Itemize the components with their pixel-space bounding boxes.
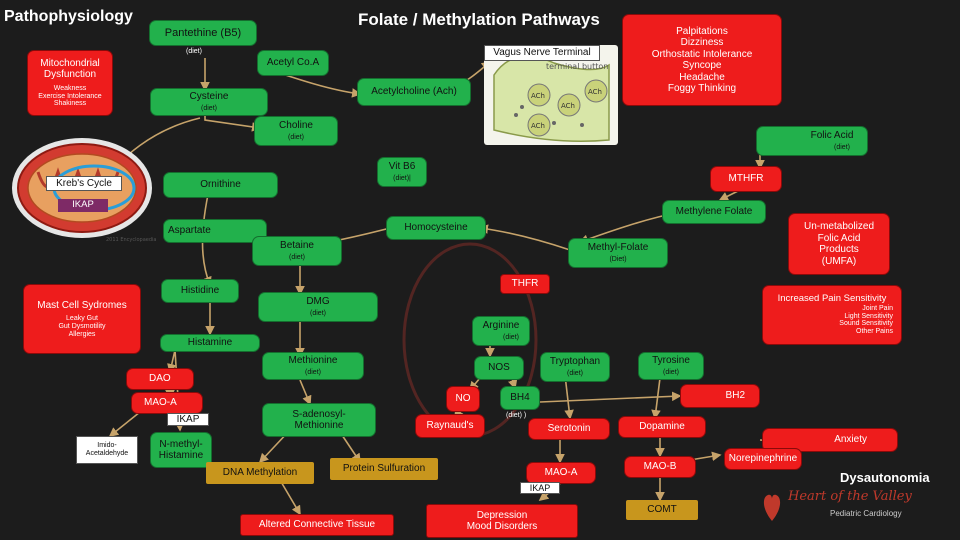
mito-line-2: Exercise Intolerance	[38, 92, 102, 100]
node-arginine-label: Arginine	[482, 320, 520, 332]
symptom-palpitations	[622, 14, 782, 106]
node-serotonin-label: Serotonin	[547, 423, 591, 435]
symptom-mast-cell	[23, 284, 141, 354]
folic-acid-diet: (diet)	[834, 143, 850, 151]
node-ornithine-label: Ornithine	[200, 179, 241, 191]
node-homocysteine-label: Homocysteine	[404, 222, 468, 234]
node-thfr-label: THFR	[511, 278, 539, 290]
palp-line-2: Dizziness	[680, 37, 724, 48]
node-mthfr	[710, 166, 782, 192]
node-methyl-folate-label: Methyl-Folate	[587, 242, 649, 254]
node-protein-sulfuration-label: Protein Sulfuration	[342, 463, 426, 475]
node-vagus	[484, 45, 600, 61]
symptom-pain	[762, 285, 902, 345]
node-tyrosine-label: Tyrosine	[652, 355, 690, 367]
image-credit: 2011 Encyclopaedia	[106, 237, 156, 243]
symptom-umfa	[788, 213, 890, 275]
node-altered-ct-label: Altered Connective Tissue	[258, 519, 376, 531]
betaine-diet: (diet)	[289, 253, 305, 261]
ach-label-3: ACh	[588, 88, 602, 96]
cysteine-diet: (diet)	[201, 104, 217, 112]
node-imido	[76, 436, 138, 464]
node-norepinephrine	[724, 448, 802, 470]
node-acetylcholine	[357, 78, 471, 106]
node-cysteine	[150, 88, 268, 116]
methyl-folate-diet: (Diet)	[609, 255, 627, 263]
node-choline-label: Choline	[279, 120, 313, 132]
node-comt-label: COMT	[647, 504, 677, 516]
node-raynauds-label: Raynaud's	[426, 420, 474, 432]
node-pantethine-label: Pantethine (B5)	[164, 26, 242, 39]
node-mthfr-label: MTHFR	[728, 173, 764, 185]
node-no-label: NO	[455, 393, 471, 405]
node-aspartate	[163, 219, 267, 243]
node-raynauds	[415, 414, 485, 438]
node-bh2	[680, 384, 760, 408]
node-dna-methylation-label: DNA Methylation	[222, 467, 298, 479]
node-bh4-label: BH4	[510, 392, 530, 404]
node-acetyl-coa-label: Acetyl Co.A	[266, 57, 320, 69]
node-imido-label: Imido-Acetaldehyde	[85, 441, 129, 457]
node-sam-label: S-adenosyl-Methionine	[292, 408, 346, 431]
tyrosine-diet: (diet)	[663, 368, 679, 376]
node-cysteine-label: Cysteine	[189, 91, 229, 103]
palp-line-3: Orthostatic Intolerance	[651, 48, 753, 60]
umfa-line-2: Folic Acid	[817, 232, 861, 244]
node-depression	[426, 504, 578, 538]
node-methionine	[262, 352, 364, 380]
node-bh2-label: BH2	[725, 390, 745, 402]
dmg-diet: (diet)	[310, 309, 326, 317]
umfa-line-3: Products	[819, 244, 859, 255]
node-mao-a-left-label: MAO-A	[144, 397, 177, 409]
node-betaine	[252, 236, 342, 266]
node-histamine	[160, 334, 260, 352]
dysautonomia-label: Dysautonomia	[840, 470, 930, 485]
node-anxiety-label: Anxiety	[834, 434, 867, 446]
palp-line-6: Foggy Thinking	[667, 83, 737, 94]
node-acetyl-coa	[257, 50, 329, 76]
node-acetylcholine-label: Acetylcholine (Ach)	[371, 86, 457, 98]
vit-b6-diet: (diet)|	[393, 174, 411, 182]
node-sam	[262, 403, 376, 437]
node-thfr	[500, 274, 550, 294]
mast-line-2: Gut Dysmotility	[58, 322, 106, 330]
node-histidine-label: Histidine	[180, 285, 220, 297]
node-dna-methylation	[206, 462, 314, 484]
node-dopamine	[618, 416, 706, 438]
node-tyrosine	[638, 352, 704, 380]
node-depression-label: Depression	[476, 509, 528, 521]
pain-line-2: Light Sensitivity	[844, 312, 893, 320]
umfa-line-1: Un-metabolized	[803, 221, 875, 232]
node-mao-a-right	[526, 462, 596, 484]
node-bh4	[500, 386, 540, 410]
mast-line-1: Leaky Gut	[66, 315, 98, 323]
mast-line-3: Allergies	[68, 330, 96, 338]
node-norepinephrine-label: Norepinephrine	[728, 453, 798, 465]
node-dopamine-label: Dopamine	[639, 421, 685, 433]
ikap-left-label: IKAP	[176, 413, 200, 425]
ikap-mito	[58, 199, 108, 212]
mito-line-1: Weakness	[53, 84, 87, 92]
tryptophan-diet: (diet)	[567, 369, 583, 377]
node-altered-connective-tissue	[240, 514, 394, 536]
node-no	[446, 386, 480, 412]
pantethine-diet: (diet)	[186, 48, 202, 55]
node-aspartate-label: Aspartate	[168, 225, 211, 237]
terminal-button-label: terminal button	[546, 62, 609, 71]
node-histamine-label: Histamine	[187, 337, 233, 349]
ach-label-2: ACh	[561, 102, 575, 110]
node-tryptophan	[540, 352, 610, 382]
node-nos-label: NOS	[488, 362, 510, 374]
node-vit-b6	[377, 157, 427, 187]
node-methyl-folate	[568, 238, 668, 268]
node-protein-sulfuration	[330, 458, 438, 480]
node-histidine	[161, 279, 239, 303]
node-krebs-label: Kreb's Cycle	[56, 177, 112, 189]
node-choline	[254, 116, 338, 146]
node-vit-b6-label: Vit B6	[388, 161, 416, 173]
node-nos	[474, 356, 524, 380]
palp-line-4: Syncope	[682, 60, 722, 71]
ikap-right	[520, 482, 560, 494]
pain-line-3: Sound Sensitivity	[839, 320, 893, 328]
node-comt	[626, 500, 698, 520]
umfa-line-4: (UMFA)	[821, 255, 857, 267]
mito-title: Mitochondrial Dysfunction	[40, 57, 100, 81]
logo-brand: Heart of the Valley	[788, 489, 912, 504]
node-folic-acid-label: Folic Acid	[810, 130, 854, 142]
node-pantethine	[149, 20, 257, 46]
node-krebs	[46, 176, 122, 191]
node-n-methyl-label: N-methyl-Histamine	[158, 438, 204, 461]
palp-line-1: Palpitations	[676, 25, 728, 37]
mito-line-3: Shakiness	[53, 100, 87, 108]
page-title: Folate / Methylation Pathways	[358, 10, 600, 29]
mast-title: Mast Cell Sydromes	[37, 299, 127, 311]
ikap-right-label: IKAP	[529, 482, 551, 493]
pain-line-4: Other Pains	[856, 328, 893, 336]
logo-heart-of-the-valley	[760, 485, 920, 525]
node-methionine-label: Methionine	[288, 355, 338, 367]
methionine-diet: (diet)	[305, 368, 321, 376]
node-betaine-label: Betaine	[280, 240, 314, 252]
choline-diet: (diet)	[288, 133, 304, 141]
node-dao	[126, 368, 194, 390]
bh4-diet: (diet) )	[506, 412, 527, 419]
logo-sub: Pediatric Cardiology	[830, 509, 902, 518]
arginine-diet: (diet)	[503, 333, 519, 341]
node-methylene-folate	[662, 200, 766, 224]
node-tryptophan-label: Tryptophan	[549, 356, 601, 368]
palp-line-5: Headache	[679, 71, 725, 83]
node-n-methyl-histamine	[150, 432, 212, 468]
ach-label-1: ACh	[531, 92, 545, 100]
node-dao-label: DAO	[149, 373, 171, 385]
heart-icon	[760, 487, 784, 523]
node-methylene-folate-label: Methylene Folate	[675, 206, 753, 218]
symptom-mitochondrial	[27, 50, 113, 116]
node-homocysteine	[386, 216, 486, 240]
ach-label-4: ACh	[531, 122, 545, 130]
node-arginine	[472, 316, 530, 346]
node-vagus-label: Vagus Nerve Terminal	[493, 47, 591, 59]
ikap-mito-label: IKAP	[72, 199, 94, 211]
pain-title: Increased Pain Sensitivity	[777, 293, 887, 305]
node-mao-b	[624, 456, 696, 478]
node-mao-a-right-label: MAO-A	[544, 467, 578, 479]
node-mao-b-label: MAO-B	[643, 461, 677, 473]
section-title: Pathophysiology	[4, 8, 133, 25]
node-serotonin	[528, 418, 610, 440]
node-folic-acid	[756, 126, 868, 156]
ikap-left	[167, 413, 209, 426]
node-mood-disorders-label: Mood Disorders	[466, 521, 538, 532]
node-dmg	[258, 292, 378, 322]
node-mao-a-left	[131, 392, 203, 414]
node-dmg-label: DMG	[306, 296, 330, 308]
pain-line-1: Joint Pain	[862, 305, 893, 313]
node-ornithine	[163, 172, 278, 198]
